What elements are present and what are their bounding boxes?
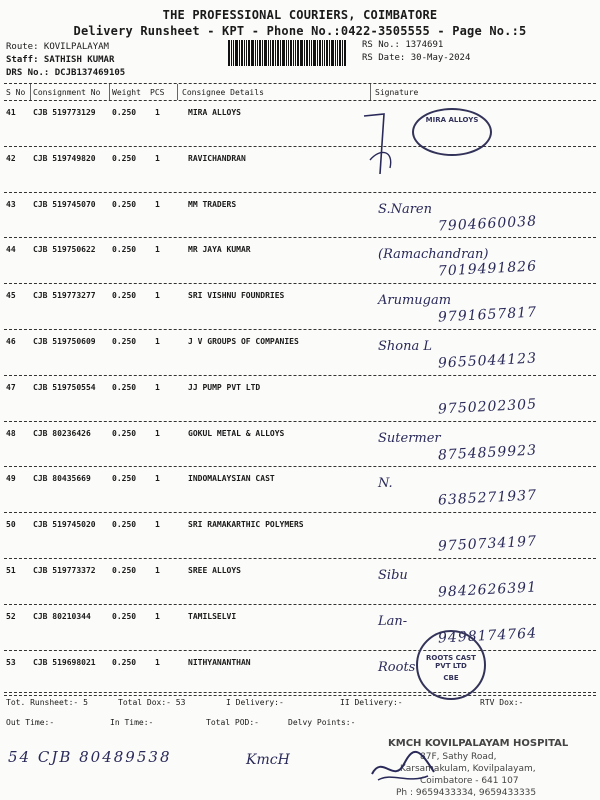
- barcode-bar: [311, 40, 312, 66]
- col-header-weight: Weight: [112, 88, 141, 97]
- barcode-bar: [280, 40, 281, 66]
- row-sno: 53: [6, 657, 16, 667]
- row-divider: [4, 695, 596, 696]
- row-consignee: TAMILSELVI: [188, 611, 237, 621]
- stamp-text: ROOTS CAST PVT LTD: [426, 654, 476, 670]
- row-sno: 47: [6, 382, 16, 392]
- row-consignment-no: CJB 519773372: [33, 566, 96, 575]
- route-label: Route: KOVILPALAYAM: [6, 42, 109, 52]
- barcode-bar: [335, 40, 336, 66]
- row-divider: [4, 558, 596, 559]
- handwritten-name: KmcH: [246, 752, 290, 768]
- barcode-bar: [246, 40, 247, 66]
- row-sno: 43: [6, 199, 16, 209]
- row-signature-name: Sutermer: [378, 430, 441, 446]
- barcode-bar: [270, 40, 271, 66]
- ii-delivery: II Delivery:-: [340, 698, 403, 707]
- handwritten-consignment: 54 CJB 80489538: [8, 748, 172, 766]
- row-divider: [4, 283, 596, 284]
- row-weight: 0.250: [112, 474, 137, 484]
- barcode-bar: [272, 40, 274, 66]
- row-consignee: NITHYANANTHAN: [188, 657, 251, 667]
- barcode-bar: [251, 40, 254, 66]
- row-consignee: SRI RAMAKARTHIC POLYMERS: [188, 520, 304, 530]
- row-consignment-no: CJB 519773277: [33, 291, 96, 301]
- kmch-signature-scribble: [368, 744, 438, 790]
- barcode-bar: [239, 40, 240, 66]
- barcode-bar: [329, 40, 330, 66]
- company-title: THE PROFESSIONAL COURIERS, COIMBATORE: [162, 8, 438, 22]
- row-pcs: 1: [155, 428, 160, 438]
- row-consignee: RAVICHANDRAN: [188, 153, 246, 163]
- barcode-bar: [293, 40, 294, 66]
- col-header-consignment: Consignment No: [33, 88, 101, 97]
- row-signature-name: Shona L: [378, 339, 432, 354]
- kmch-stamp-phone: Ph : 9659433334, 9659433335: [396, 788, 537, 798]
- row-sno: 50: [6, 520, 16, 530]
- row-weight: 0.250: [112, 657, 137, 667]
- barcode-bar: [326, 40, 328, 66]
- row-sno: 44: [6, 245, 16, 255]
- barcode-bar: [317, 40, 318, 66]
- barcode-bar: [337, 40, 338, 66]
- row-divider: [4, 421, 596, 422]
- divider: [4, 100, 596, 101]
- rtv-dox: RTV Dox:-: [480, 698, 524, 707]
- row-consignment-no: CJB 519745020: [33, 520, 96, 530]
- row-signature-name: N.: [378, 476, 393, 492]
- divider: [4, 83, 596, 84]
- row-sno: 41: [6, 108, 16, 117]
- row-weight: 0.250: [112, 108, 137, 117]
- barcode-bar: [297, 40, 299, 66]
- row-sno: 51: [6, 566, 16, 575]
- row-weight: 0.250: [112, 611, 137, 621]
- row-pcs: 1: [155, 245, 160, 255]
- barcode-bar: [313, 40, 316, 66]
- barcode-bar: [295, 40, 296, 66]
- row-signature-name: (Ramachandran): [378, 247, 489, 263]
- kmch-stamp-addr3: Coimbatore - 641 107: [420, 776, 519, 786]
- barcode-bar: [277, 40, 279, 66]
- barcode-bar: [255, 40, 256, 66]
- row-consignment-no: CJB 80236426: [33, 428, 91, 438]
- barcode-bar: [309, 40, 310, 66]
- barcode-bar: [264, 40, 267, 66]
- barcode-bar: [322, 40, 323, 66]
- barcode-bar: [306, 40, 308, 66]
- row-signature-phone: 9750202305: [437, 396, 538, 418]
- stamp-city: CBE: [443, 674, 459, 682]
- col-separator: [30, 84, 31, 100]
- barcode-bar: [259, 40, 261, 66]
- row-signature-name: S.Naren: [378, 201, 432, 217]
- barcode-bar: [268, 40, 269, 66]
- row-consignment-no: CJB 519750554: [33, 382, 96, 392]
- barcode-bar: [228, 40, 230, 66]
- barcode-bar: [304, 40, 305, 66]
- in-time: In Time:-: [110, 718, 154, 727]
- row-pcs: 1: [155, 382, 160, 392]
- barcode-bar: [331, 40, 334, 66]
- row-sno: 45: [6, 291, 16, 301]
- row-divider: [4, 146, 596, 147]
- row-weight: 0.250: [112, 153, 137, 163]
- row-consignee: SREE ALLOYS: [188, 566, 241, 575]
- row-consignee: JJ PUMP PVT LTD: [188, 382, 261, 392]
- col-separator: [177, 84, 178, 100]
- col-header-pcs: PCS: [150, 88, 165, 97]
- row-signature-name: Arumugam: [378, 293, 452, 309]
- row-pcs: 1: [155, 474, 160, 484]
- row-pcs: 1: [155, 566, 160, 575]
- row-consignee: SRI VISHNU FOUNDRIES: [188, 291, 285, 301]
- col-separator: [370, 84, 371, 100]
- row-signature-phone: 7019491826: [437, 258, 538, 280]
- out-time: Out Time:-: [6, 718, 55, 727]
- barcode-bar: [282, 40, 285, 66]
- row-pcs: 1: [155, 611, 160, 621]
- barcode-bar: [290, 40, 292, 66]
- staff-label: Staff: SATHISH KUMAR: [6, 55, 115, 65]
- row-pcs: 1: [155, 291, 160, 301]
- row-consignment-no: CJB 519745070: [33, 199, 96, 209]
- row-signature-phone: 9791657817: [437, 304, 538, 326]
- roots-cast-stamp: [416, 630, 486, 700]
- row-consignment-no: CJB 519750609: [33, 337, 96, 346]
- row-consignment-no: CJB 80210344: [33, 611, 91, 621]
- barcode-bar: [286, 40, 287, 66]
- barcode-bar: [244, 40, 245, 66]
- barcode-bar: [257, 40, 258, 66]
- mira-alloys-stamp: [412, 108, 492, 156]
- row-sno: 52: [6, 611, 16, 621]
- rs-date: RS Date: 30-May-2024: [362, 53, 471, 63]
- rs-number: RS No.: 1374691: [362, 40, 444, 50]
- row-sno: 49: [6, 474, 16, 484]
- row-sno: 48: [6, 428, 16, 438]
- row-consignee: J V GROUPS OF COMPANIES: [188, 337, 299, 346]
- row-divider: [4, 375, 596, 376]
- row-weight: 0.250: [112, 337, 137, 346]
- barcode-bar: [288, 40, 289, 66]
- tot-runsheet: Tot. Runsheet:- 5: [6, 698, 88, 707]
- barcode-bar: [344, 40, 346, 66]
- row-pcs: 1: [155, 108, 160, 117]
- row-sno: 42: [6, 153, 16, 163]
- row-consignee: INDOMALAYSIAN CAST: [188, 474, 275, 484]
- row-signature-phone: 6385271937: [437, 487, 538, 509]
- barcode-bar: [342, 40, 343, 66]
- col-header-consignee: Consignee Details: [182, 88, 264, 97]
- runsheet-title: Delivery Runsheet - KPT - Phone No.:0422-3505555 - Page No.:5: [73, 24, 527, 38]
- barcode-bar: [241, 40, 243, 66]
- row-signature-name: Lan-: [378, 613, 408, 629]
- drs-label: DRS No.: DCJB137469105: [6, 68, 126, 78]
- barcode-bar: [324, 40, 325, 66]
- row-signature-phone: 7904660038: [437, 213, 538, 235]
- total-dox: Total Dox:- 53: [118, 698, 186, 707]
- row-signature-phone: 9750734197: [437, 533, 538, 555]
- row-divider: [4, 237, 596, 238]
- col-separator: [109, 84, 110, 100]
- row-pcs: 1: [155, 520, 160, 530]
- row-pcs: 1: [155, 337, 160, 346]
- kmch-stamp-addr2: Karsamakulam, Kovilpalayam,: [400, 764, 536, 774]
- row-signature-phone: 9498174764: [437, 625, 538, 647]
- i-delivery: I Delivery:-: [226, 698, 284, 707]
- row-divider: [4, 604, 596, 605]
- row-weight: 0.250: [112, 428, 137, 438]
- row-divider: [4, 650, 596, 651]
- barcode-bar: [300, 40, 303, 66]
- row-pcs: 1: [155, 199, 160, 209]
- row-divider: [4, 512, 596, 513]
- barcode-bar: [319, 40, 321, 66]
- barcode-bar: [248, 40, 250, 66]
- row-consignment-no: CJB 519750622: [33, 245, 96, 255]
- row-consignee: MIRA ALLOYS: [188, 108, 241, 117]
- barcode-bar: [262, 40, 263, 66]
- row-sno: 46: [6, 337, 16, 346]
- total-pod: Total POD:-: [206, 718, 259, 727]
- row-consignee: MM TRADERS: [188, 199, 237, 209]
- row-divider: [4, 192, 596, 193]
- row-consignment-no: CJB 80435669: [33, 474, 91, 484]
- row-signature-mark: [358, 110, 418, 180]
- row-pcs: 1: [155, 657, 160, 667]
- row-weight: 0.250: [112, 199, 137, 209]
- row-weight: 0.250: [112, 291, 137, 301]
- row-consignee: GOKUL METAL & ALLOYS: [188, 428, 285, 438]
- kmch-stamp-name: KMCH KOVILPALAYAM HOSPITAL: [388, 738, 569, 749]
- divider: [4, 692, 596, 693]
- barcode-bar: [275, 40, 276, 66]
- row-divider: [4, 329, 596, 330]
- row-weight: 0.250: [112, 566, 137, 575]
- kmch-stamp-addr1: 87F, Sathy Road,: [420, 752, 497, 762]
- col-header-sno: S No: [6, 88, 26, 97]
- barcode-bar: [231, 40, 232, 66]
- barcode-bar: [233, 40, 234, 66]
- row-signature-name: Sibu: [378, 568, 408, 583]
- row-divider: [4, 466, 596, 467]
- row-weight: 0.250: [112, 245, 137, 255]
- row-weight: 0.250: [112, 382, 137, 392]
- barcode-bar: [339, 40, 341, 66]
- row-signature-name: Roots: [378, 659, 416, 675]
- row-signature-phone: 9842626391: [437, 579, 538, 601]
- delvy-points: Delvy Points:-: [288, 718, 356, 727]
- barcode: [228, 40, 347, 66]
- col-header-signature: Signature: [375, 88, 419, 97]
- row-consignment-no: CJB 519773129: [33, 108, 96, 117]
- row-consignee: MR JAYA KUMAR: [188, 245, 251, 255]
- row-weight: 0.250: [112, 520, 137, 530]
- row-pcs: 1: [155, 153, 160, 163]
- row-consignment-no: CJB 519698021: [33, 657, 96, 667]
- barcode-bar: [235, 40, 238, 66]
- row-consignment-no: CJB 519749820: [33, 153, 96, 163]
- row-signature-phone: 9655044123: [437, 350, 538, 372]
- stamp-text: MIRA ALLOYS: [425, 116, 479, 124]
- row-signature-phone: 8754859923: [437, 442, 538, 464]
